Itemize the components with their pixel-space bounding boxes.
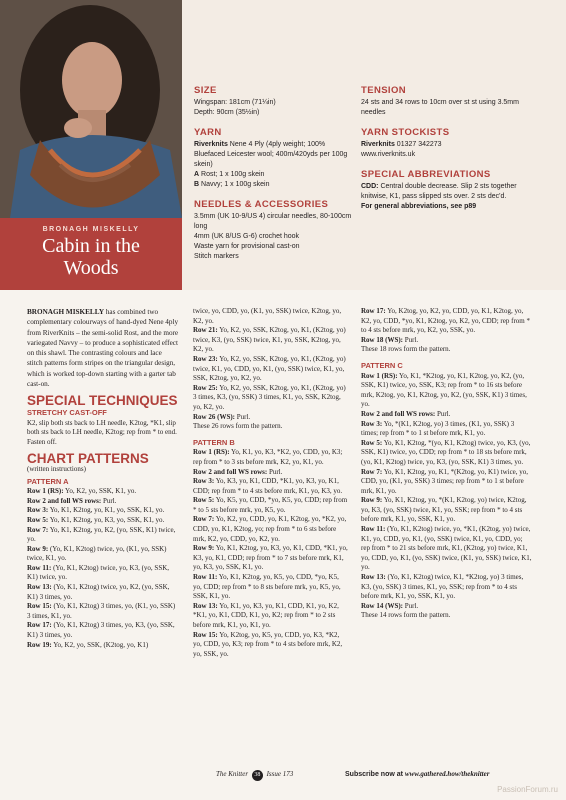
row-instruction: Purl. [403, 335, 419, 344]
row-label: Row 7: [193, 515, 215, 524]
row-label: Row 7: [361, 467, 383, 476]
row-label: Row 13: [361, 573, 386, 582]
row-instruction: Yo, K1, K2tog, yo, K5, yo, CDD, *yo, K5, yo, CDD; rep from * to 8 sts before mrk, yo, K5, yo, SSK, K1, yo. [193, 573, 341, 601]
pattern-c-heading: PATTERN C [361, 360, 403, 370]
general-abbreviations [361, 202, 531, 212]
pattern-row [361, 525, 533, 573]
intro-designer: BRONAGH MISKELLY [27, 308, 105, 316]
intro-text: has combined two complementary colourways of hand-dyed Nene 4ply from RiverKnits – the semi-solid Rost, and the more variegated Navvy – to produce a sophisticated effect on this shawl. The contrasting colours and lace stitch patterns form stripes on the triangular design, which is worked top-down starting with a garter tab cast-on. [27, 308, 179, 389]
needles-line: Waste yarn for provisional cast-on [194, 243, 300, 250]
yarn-heading: YARN [194, 127, 222, 138]
pattern-row [361, 468, 533, 497]
pattern-b-rows [193, 448, 348, 659]
pattern-row [193, 544, 348, 573]
pattern-row [193, 477, 348, 496]
pattern-title-line2: Woods [63, 257, 119, 279]
row-instruction: Yo, K2, yo, SSK, (K2tog, yo, K1) [51, 640, 149, 649]
stretchy-castoff-text: K2, slip both sts back to LH needle, K2tog, *K1, slip both sts back to LH needle, K2tog; rep from * to end. Fasten off. [27, 418, 177, 446]
row-instruction: Yo, K1, K2tog, yo, K3, yo, SSK, K1, yo. [48, 515, 165, 524]
row-label: Row 1 (RS): [193, 448, 230, 457]
pattern-row [27, 497, 179, 507]
pattern-row [361, 439, 533, 468]
row-instruction: Yo, K1, yo, K3, *K2, yo, CDD, yo, K3; rep from * to 3 sts before mrk, K2, yo, K1, yo. [193, 448, 343, 466]
title-block [0, 218, 182, 290]
stockist-name: Riverknits [361, 141, 395, 148]
pattern-row [193, 355, 348, 384]
pattern-row [193, 326, 348, 355]
row-label: Row 1 (RS): [27, 487, 64, 496]
publication-name: The Knitter [216, 770, 249, 778]
row-label: Row 15: [27, 602, 52, 611]
yarn-brand: Riverknits [194, 141, 228, 148]
pattern-row [361, 602, 533, 612]
row-label: Row 23: [193, 354, 218, 363]
row-instruction: Yo, K5, yo, CDD, *yo, K5, yo, CDD; rep from * to 5 sts before mrk, yo, K5, yo. [193, 496, 348, 514]
pattern-a-summary: These 26 rows form the pattern. [193, 422, 283, 431]
needles-line: 4mm (UK 8/US G-6) crochet hook [194, 233, 300, 240]
row-label: Row 9: [193, 544, 215, 553]
pattern-row [27, 526, 179, 545]
stockists-heading: YARN STOCKISTS [361, 127, 450, 138]
row-instruction: Yo, K1, K2tog, yo, K2, (yo, SSK, K1) twice, yo. [27, 525, 176, 544]
needles-heading: NEEDLES & ACCESSORIES [194, 199, 329, 210]
row-label: Row 2 and foll WS rows: [193, 467, 268, 476]
subscribe-text: Subscribe now at [345, 771, 405, 778]
stretchy-castoff-heading: STRETCHY CAST-OFF [27, 407, 107, 417]
row-instruction: Yo, K2tog, yo, K5, yo, CDD, yo, K3, *K2, yo, CDD, yo, K3; rep from * to 4 sts before mrk, K2, yo, SSK, yo. [193, 630, 343, 658]
specs-right [361, 86, 531, 212]
cdd-definition [361, 182, 531, 202]
pattern-title [0, 235, 182, 279]
pattern-row [193, 602, 348, 631]
intro-paragraph [27, 307, 179, 389]
pattern-row [27, 545, 179, 564]
needles-line: Stitch markers [194, 253, 239, 260]
row-label: Row 14 (WS): [361, 601, 403, 610]
pattern-row [361, 496, 533, 525]
pattern-row [361, 410, 533, 420]
column-3 [361, 307, 533, 621]
row-instruction: Yo, K1, K2tog, yo, *(K1, K2tog, yo) twice, K2tog, yo, K3, (yo, SSK) twice, K1, yo, SSK; rep from * to 4 sts before mrk, K1, yo, SSK, K1, yo. [361, 496, 527, 524]
issue-number: Issue 173 [266, 770, 294, 778]
row-label: Row 2 and foll WS rows: [361, 409, 436, 418]
size-wingspan: Wingspan: 181cm (71¼in) [194, 99, 276, 106]
size-heading: SIZE [194, 85, 217, 96]
row-instruction: Yo, K1, K2tog, yo, K1, yo, SSK, K1, yo. [48, 506, 165, 515]
row-instruction: Yo, K1, K2tog, *(yo, K1, K2tog) twice, yo, K3, (yo, SSK, K1) twice, yo, CDD; rep from * to 18 sts before mrk, (yo, K1, K2tog) twice, yo, K3, (yo, SSK, K1) 3 times, yo. [361, 438, 531, 466]
subscribe-link[interactable]: www.gathered.how/theknitter [404, 770, 490, 778]
row-instruction: Yo, K2, yo, CDD, yo, K1, K2tog, yo, *K2, yo, CDD, yo, K1, K2tog, yo; rep from * to 6 sts before mrk, K2, yo, CDD, yo, K2, yo. [193, 515, 347, 543]
pattern-row [361, 372, 533, 410]
yarn-b [194, 180, 354, 190]
row-label: Row 21: [193, 326, 218, 335]
pattern-row [193, 573, 348, 602]
pattern-row [193, 631, 348, 660]
column-1 [27, 307, 179, 650]
row-label: Row 5: [27, 515, 49, 524]
yarn-b-text: Navvy; 1 x 100g skein [199, 181, 270, 188]
row-label: Row 13: [193, 601, 218, 610]
pattern-row [361, 420, 533, 439]
tension-heading: TENSION [361, 85, 407, 96]
abbreviations-heading: SPECIAL ABBREVIATIONS [361, 169, 491, 180]
row-label: Row 11: [361, 525, 386, 534]
designer-byline: BRONAGH MISKELLY [42, 226, 140, 233]
pattern-row [27, 487, 179, 497]
size-depth: Depth: 90cm (35½in) [194, 109, 260, 116]
cdd-label: CDD: [361, 183, 379, 190]
row-instruction: Yo, K1, yo, K3, yo, K1, CDD, K1, yo, K2, *K1, yo, K1, CDD, K1, yo, K2; rep from * to 2 sts before mrk, K1, yo, K1, yo. [193, 601, 339, 629]
row-label: Row 19: [27, 640, 52, 649]
row-instruction: (Yo, K1, K2tog) 3 times, yo, K3, (yo, SSK, K1) 3 times, yo. [27, 621, 175, 640]
row-label: Row 7: [27, 525, 49, 534]
row-instruction: Yo, K1, K2tog, yo, K3, yo, K1, CDD, *K1, yo, K3, yo, K1, CDD; rep from * to 7 sts before mrk, K1, yo, K3, yo, SSK, K1, yo. [193, 544, 348, 572]
row-instruction: (Yo, K1, K2tog) twice, yo, *K1, (K2tog, yo) twice, K1, yo, CDD, yo, K1, (yo, SSK) twice, K1, yo, CDD, yo; rep from * to 21 sts before mrk, K1, (K2tog, yo) twice, K1, yo, CDD, yo, K1, (yo, SSK) twice, (K1, yo, SSK) twice, K1, yo. [361, 525, 532, 572]
row-label: Row 11: [27, 563, 52, 572]
row-label: Row 3: [361, 419, 383, 428]
pattern-row [27, 641, 179, 651]
row-label: Row 9: [27, 544, 49, 553]
row-instruction: Yo, K1, *K2tog, yo, K1, K2tog, yo, K2, (yo, SSK, K1) twice, yo, SSK, K3; rep from * to 16 sts before mrk, K2tog, yo, K1, K2tog, yo, K2, (yo, SSK, K1) 3 times, yo. [361, 371, 527, 409]
row-label: Row 15: [193, 630, 218, 639]
row-label: Row 25: [193, 383, 218, 392]
pattern-row [27, 564, 179, 583]
pattern-row [361, 307, 533, 336]
row-instruction: Purl. [235, 412, 251, 421]
pattern-row [27, 506, 179, 516]
pattern-row [193, 496, 348, 515]
row-instruction: Purl. [435, 409, 451, 418]
yarn-b-label: B [194, 181, 200, 188]
model-photo [0, 0, 182, 218]
row-instruction: Purl. [267, 467, 283, 476]
pattern-row [27, 516, 179, 526]
row-label: Row 9: [361, 496, 383, 505]
page-number-badge: 38 [252, 770, 263, 781]
row-label: Row 11: [193, 573, 218, 582]
general-abbreviations-text: For general abbreviations, see p89 [361, 203, 477, 210]
chart-patterns-heading: CHART PATTERNS [27, 451, 149, 467]
row-label: Row 13: [27, 583, 52, 592]
row-label: Row 17: [27, 621, 52, 630]
continued-row: twice, yo, CDD, yo, (K1, yo, SSK) twice, K2tog, yo, K2, yo. [193, 307, 342, 325]
row-instruction: (Yo, K1, K2tog) twice, yo, (K1, yo, SSK) twice, K1, yo. [27, 544, 167, 563]
row-label: Row 3: [193, 477, 215, 486]
row-instruction: Yo, K2tog, yo, K2, yo, CDD, yo, K1, K2tog, yo, K2, yo, CDD, *yo, K1, K2tog, yo, K2, yo, CDD; rep from * to 4 sts before mrk, yo, K2, yo, SSK, yo. [361, 307, 530, 335]
pattern-row [193, 384, 348, 413]
row-instruction: Yo, K2, yo, SSK, K2tog, yo, K1, (K2tog, yo) 3 times, K3, (yo, SSK) 3 times, K1, yo, SSK, K2tog, yo, K2, yo. [193, 383, 346, 411]
yarn-a [194, 170, 354, 180]
yarn-description [194, 140, 354, 170]
pattern-row [27, 602, 179, 621]
row-instruction: Yo, K3, yo, K1, CDD, *K1, yo, K3, yo, K1, CDD; rep from * to 4 sts before mrk, K1, yo, K3, yo. [193, 477, 343, 495]
pattern-b-summary: These 18 rows form the pattern. [361, 345, 451, 354]
row-instruction: Purl. [101, 496, 117, 505]
row-label: Row 17: [361, 307, 386, 315]
row-instruction: Purl. [403, 601, 419, 610]
row-instruction: Yo, K2, yo, SSK, K2tog, yo, K1, (K2tog, yo) twice, K3, (yo, SSK) twice, K1, yo, SSK, K2tog, yo, K2, yo. [193, 326, 346, 354]
pattern-b-heading: PATTERN B [193, 437, 235, 447]
hero-section [0, 0, 566, 290]
model-photo-illustration [0, 0, 182, 218]
row-instruction: Yo, *(K1, K2tog, yo) 3 times, (K1, yo, SSK) 3 times; rep from * to 1 st before mrk, K1, yo. [361, 419, 515, 438]
pattern-row [27, 583, 179, 602]
pattern-title-line1: Cabin in the [42, 235, 140, 257]
yarn-a-label: A [194, 171, 200, 178]
footer-publication [216, 770, 293, 781]
pattern-c-summary: These 14 rows form the pattern. [361, 611, 451, 620]
pattern-a-rows [27, 487, 179, 650]
pattern-row [361, 336, 533, 346]
written-instructions-note: (written instructions) [27, 464, 86, 473]
stockist-url[interactable]: www.riverknits.uk [361, 151, 416, 158]
pattern-row [27, 621, 179, 640]
pattern-row [193, 413, 348, 423]
row-instruction: (Yo, K1, K2tog) twice, yo, K2, (yo, SSK, K1) 3 times, yo. [27, 583, 170, 601]
pattern-a-heading: PATTERN A [27, 476, 69, 486]
specs-left [194, 86, 354, 262]
row-instruction: Yo, K1, K2tog, yo, K1, *(K2tog, yo, K1) twice, yo, CDD, yo, (K1, yo, SSK) 3 times; rep from * to 1 st before mrk, K1, yo. [361, 467, 529, 495]
row-instruction: (Yo, K1, K2tog) 3 times, yo, (K1, yo, SSK) 3 times, K1, yo. [27, 602, 176, 620]
cdd-text: Central double decrease. Slip 2 sts together knitwise, K1, pass slipped sts over. 2 sts dec'd. [361, 183, 517, 200]
tension-text: 24 sts and 34 rows to 10cm over st st using 3.5mm needles [361, 99, 519, 116]
row-label: Row 2 and foll WS rows: [27, 496, 102, 505]
row-label: Row 26 (WS): [193, 412, 235, 421]
special-techniques-heading: SPECIAL TECHNIQUES [27, 393, 178, 409]
pattern-a-rows-continued [193, 326, 348, 422]
pattern-row [361, 573, 533, 602]
yarn-a-text: Rost; 1 x 100g skein [199, 171, 265, 178]
needles-line: 3.5mm (UK 10-9/US 4) circular needles, 80-100cm long [194, 213, 352, 230]
yarn-desc: Nene 4 Ply (4ply weight; 100% Bluefaced Leicester wool; 400m/420yds per 100g skein) [194, 141, 348, 168]
row-label: Row 5: [361, 438, 383, 447]
stockist-contact [361, 140, 531, 150]
row-label: Row 1 (RS): [361, 371, 398, 380]
pattern-c-rows [361, 372, 533, 612]
row-instruction: Yo, K2, yo, SSK, K2tog, yo, K1, (K2tog, yo) twice, K1, yo, CDD, yo, K1, (yo, SSK) twice, K1, yo, SSK, K2tog, yo, K2, yo. [193, 354, 346, 383]
row-instruction: (Yo, K1, K2tog) twice, K1, *K2tog, yo) 3 times, K3, (yo, SSK) 3 times, K1, yo, SSK; rep from * to 4 sts before mrk, K1, yo, SSK, K1, yo. [361, 573, 524, 601]
watermark: PassionForum.ru [497, 785, 558, 794]
row-instruction: Yo, K2, yo, SSK, K1, yo. [63, 487, 137, 496]
pattern-row [193, 468, 348, 478]
row-label: Row 3: [27, 506, 49, 515]
row-label: Row 5: [193, 496, 215, 505]
row-instruction: (Yo, K1, K2tog) twice, yo, K3, (yo, SSK, K1) twice, yo. [27, 563, 170, 582]
footer-subscribe [345, 770, 489, 778]
row-label: Row 18 (WS): [361, 335, 403, 344]
pattern-b-rows-continued [361, 307, 533, 345]
pattern-row [193, 515, 348, 544]
stockist-phone: 01327 342273 [394, 141, 442, 148]
column-2 [193, 307, 348, 659]
pattern-row [193, 448, 348, 467]
